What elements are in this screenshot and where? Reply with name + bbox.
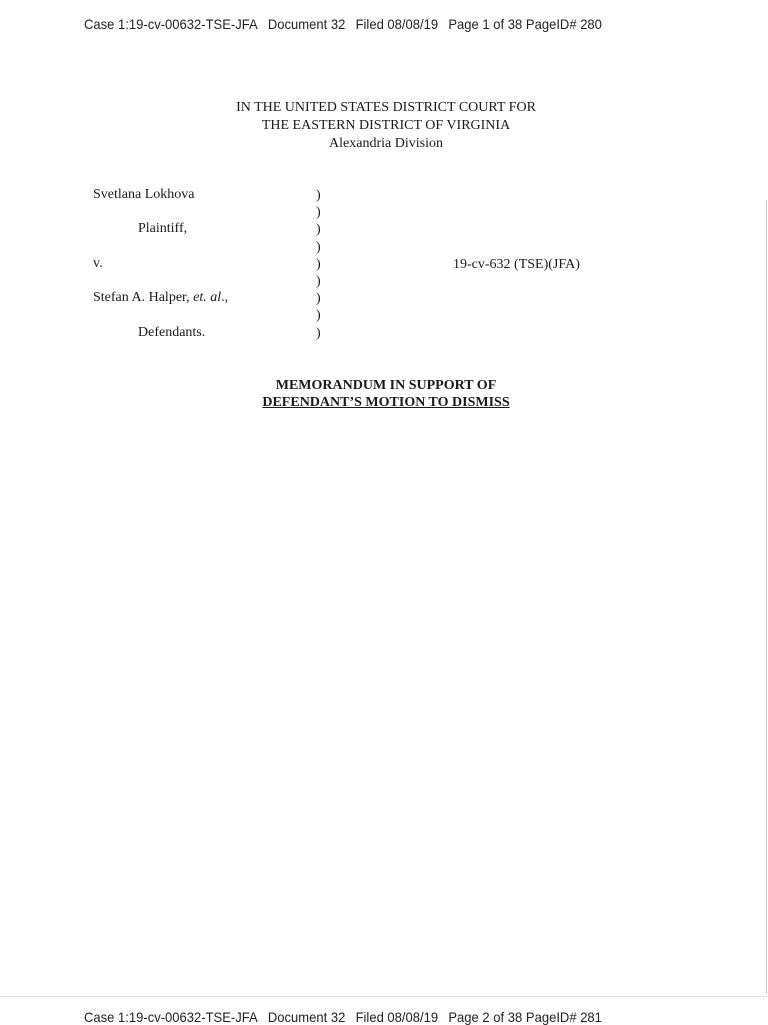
et-al-text: et. al: [193, 290, 222, 305]
defendant-name-text: Stefan A. Halper,: [93, 290, 190, 305]
document-title-line1: MEMORANDUM IN SUPPORT OF: [275, 378, 497, 393]
document-title-line2: [0, 394, 768, 411]
filed-date-stamp: Filed 08/08/19: [355, 16, 439, 32]
document-number-stamp: Document 32: [267, 16, 346, 32]
filing-header-bottom: [84, 1009, 602, 1025]
court-caption: [0, 99, 768, 153]
document-number-stamp: Document 32: [267, 1009, 346, 1025]
page-count-stamp: Page 1 of 38: [448, 16, 523, 32]
caption-paren: ): [316, 205, 321, 221]
case-number-stamp: Case 1:19-cv-00632-TSE-JFA: [84, 16, 258, 32]
page-edge-line: [766, 200, 767, 994]
document-title-line2-text: DEFENDANT’S MOTION TO DISMISS: [262, 395, 510, 410]
caption-paren: ): [316, 222, 321, 238]
filing-header-top: [84, 16, 602, 32]
caption-paren: ): [316, 273, 321, 289]
defendant-role: Defendants.: [138, 325, 206, 340]
case-number-stamp: Case 1:19-cv-00632-TSE-JFA: [84, 1009, 258, 1025]
document-title: [0, 377, 768, 411]
page-id-stamp: PageID# 280: [525, 16, 602, 32]
court-division: Alexandria Division: [329, 136, 443, 151]
court-name-line2: THE EASTERN DISTRICT OF VIRGINIA: [261, 118, 511, 133]
defendant-name-suffix: .,: [221, 290, 229, 305]
filed-date-stamp: Filed 08/08/19: [355, 1009, 439, 1025]
caption-parentheses: [316, 187, 321, 342]
page-id-stamp: PageID# 281: [525, 1009, 602, 1025]
case-number: 19-cv-632 (TSE)(JFA): [453, 257, 580, 272]
court-name-line1: IN THE UNITED STATES DISTRICT COURT FOR: [236, 100, 536, 115]
versus-label: v.: [93, 256, 103, 271]
caption-paren: ): [316, 325, 321, 341]
caption-paren: ): [316, 188, 321, 203]
page-break-line: [0, 996, 768, 997]
plaintiff-name: Svetlana Lokhova: [93, 187, 195, 202]
caption-paren: ): [316, 239, 321, 255]
page-count-stamp: Page 2 of 38: [448, 1009, 523, 1025]
caption-paren: ): [316, 256, 321, 272]
caption-paren: ): [316, 291, 321, 307]
plaintiff-role: Plaintiff,: [138, 221, 188, 236]
defendant-name: [93, 289, 228, 307]
caption-paren: ): [316, 308, 321, 324]
